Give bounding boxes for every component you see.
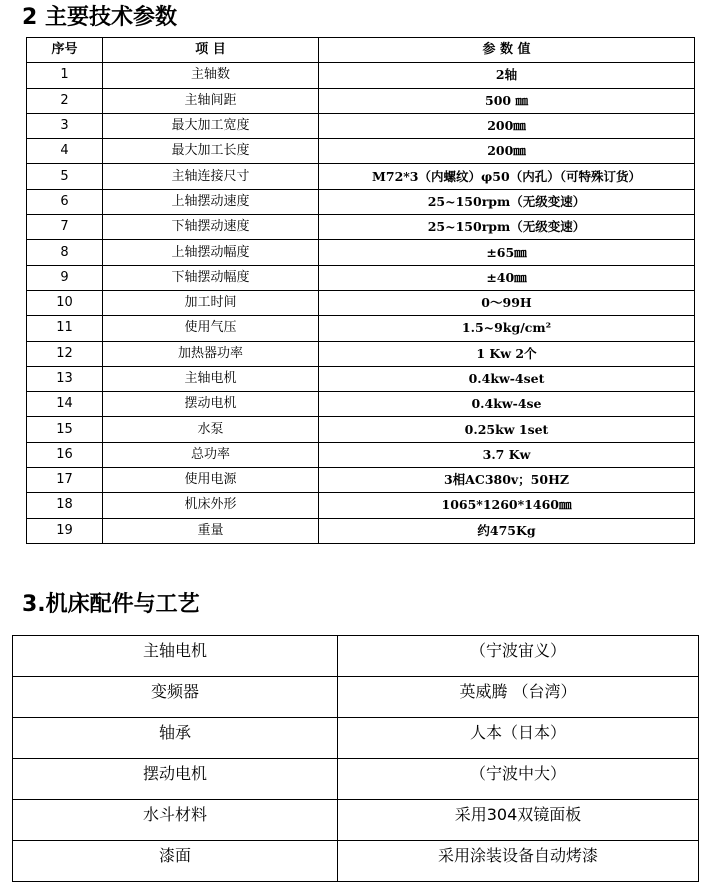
row-index: 17 <box>27 468 103 493</box>
parts-process-table <box>12 635 699 882</box>
section3-title: 3.机床配件与工艺 <box>22 592 200 617</box>
row-value: 3.7 Kw <box>319 442 695 467</box>
header-index: 序号 <box>27 38 103 63</box>
row-value: 0～99H <box>319 290 695 315</box>
row-index: 12 <box>27 341 103 366</box>
table-row <box>27 442 695 467</box>
part-name: 水斗材料 <box>13 800 338 841</box>
row-item: 主轴连接尺寸 <box>103 164 319 189</box>
table-row <box>27 88 695 113</box>
technical-parameters-table <box>26 37 695 544</box>
row-index: 16 <box>27 442 103 467</box>
table-row <box>13 800 699 841</box>
part-name: 变频器 <box>13 677 338 718</box>
row-value: 0.4kw-4set <box>319 366 695 391</box>
table-row <box>13 636 699 677</box>
table-row <box>27 341 695 366</box>
row-item: 上轴摆动速度 <box>103 189 319 214</box>
row-value: 200㎜ <box>319 113 695 138</box>
row-value: 0.4kw-4se <box>319 392 695 417</box>
table-row <box>27 316 695 341</box>
row-value: ±65㎜ <box>319 240 695 265</box>
row-index: 14 <box>27 392 103 417</box>
table-row <box>13 841 699 882</box>
row-item: 下轴摆动速度 <box>103 215 319 240</box>
row-value: 500 ㎜ <box>319 88 695 113</box>
row-value: 2轴 <box>319 63 695 88</box>
part-name: 摆动电机 <box>13 759 338 800</box>
row-value: M72*3（内螺纹）φ50（内孔）（可特殊订货） <box>319 164 695 189</box>
table-row <box>27 63 695 88</box>
table-row <box>27 468 695 493</box>
row-item: 加工时间 <box>103 290 319 315</box>
row-item: 最大加工宽度 <box>103 113 319 138</box>
row-item: 加热器功率 <box>103 341 319 366</box>
table-row <box>27 189 695 214</box>
row-value: 约475Kg <box>319 518 695 543</box>
row-item: 最大加工长度 <box>103 139 319 164</box>
table-row <box>27 290 695 315</box>
row-value: 1 Kw 2个 <box>319 341 695 366</box>
part-detail: 人本（日本） <box>338 718 699 759</box>
row-item: 使用气压 <box>103 316 319 341</box>
row-value: 25~150rpm（无级变速） <box>319 189 695 214</box>
row-item: 机床外形 <box>103 493 319 518</box>
row-index: 15 <box>27 417 103 442</box>
table-row <box>27 265 695 290</box>
row-value: ±40㎜ <box>319 265 695 290</box>
part-detail: （宁波中大） <box>338 759 699 800</box>
table-row <box>13 718 699 759</box>
table-row <box>27 366 695 391</box>
row-value: 0.25kw 1set <box>319 417 695 442</box>
row-item: 水泵 <box>103 417 319 442</box>
part-detail: 采用涂装设备自动烤漆 <box>338 841 699 882</box>
row-index: 13 <box>27 366 103 391</box>
header-value: 参 数 值 <box>319 38 695 63</box>
header-item: 项 目 <box>103 38 319 63</box>
row-index: 2 <box>27 88 103 113</box>
row-item: 主轴数 <box>103 63 319 88</box>
row-value: 200㎜ <box>319 139 695 164</box>
row-item: 摆动电机 <box>103 392 319 417</box>
row-index: 8 <box>27 240 103 265</box>
table-row <box>27 139 695 164</box>
table-row <box>27 240 695 265</box>
row-index: 7 <box>27 215 103 240</box>
row-value: 25~150rpm（无级变速） <box>319 215 695 240</box>
table-row <box>13 677 699 718</box>
section2-title: 2 主要技术参数 <box>22 5 177 30</box>
part-detail: 英威腾 （台湾） <box>338 677 699 718</box>
row-item: 下轴摆动幅度 <box>103 265 319 290</box>
row-item: 重量 <box>103 518 319 543</box>
row-value: 1065*1260*1460㎜ <box>319 493 695 518</box>
row-index: 4 <box>27 139 103 164</box>
row-index: 9 <box>27 265 103 290</box>
part-name: 主轴电机 <box>13 636 338 677</box>
row-index: 6 <box>27 189 103 214</box>
row-index: 11 <box>27 316 103 341</box>
row-index: 3 <box>27 113 103 138</box>
row-index: 5 <box>27 164 103 189</box>
row-index: 19 <box>27 518 103 543</box>
table-row <box>27 164 695 189</box>
table-row <box>13 759 699 800</box>
part-detail: 采用304双镜面板 <box>338 800 699 841</box>
row-item: 主轴间距 <box>103 88 319 113</box>
part-detail: （宁波宙义） <box>338 636 699 677</box>
table-row <box>27 417 695 442</box>
row-item: 使用电源 <box>103 468 319 493</box>
row-value: 3相AC380v；50HZ <box>319 468 695 493</box>
row-index: 18 <box>27 493 103 518</box>
table-header-row <box>27 38 695 63</box>
table-row <box>27 493 695 518</box>
row-item: 上轴摆动幅度 <box>103 240 319 265</box>
row-index: 10 <box>27 290 103 315</box>
row-value: 1.5~9kg/cm² <box>319 316 695 341</box>
part-name: 轴承 <box>13 718 338 759</box>
table-row <box>27 518 695 543</box>
table-row <box>27 392 695 417</box>
row-item: 总功率 <box>103 442 319 467</box>
table-row <box>27 215 695 240</box>
row-index: 1 <box>27 63 103 88</box>
table-row <box>27 113 695 138</box>
part-name: 漆面 <box>13 841 338 882</box>
row-item: 主轴电机 <box>103 366 319 391</box>
